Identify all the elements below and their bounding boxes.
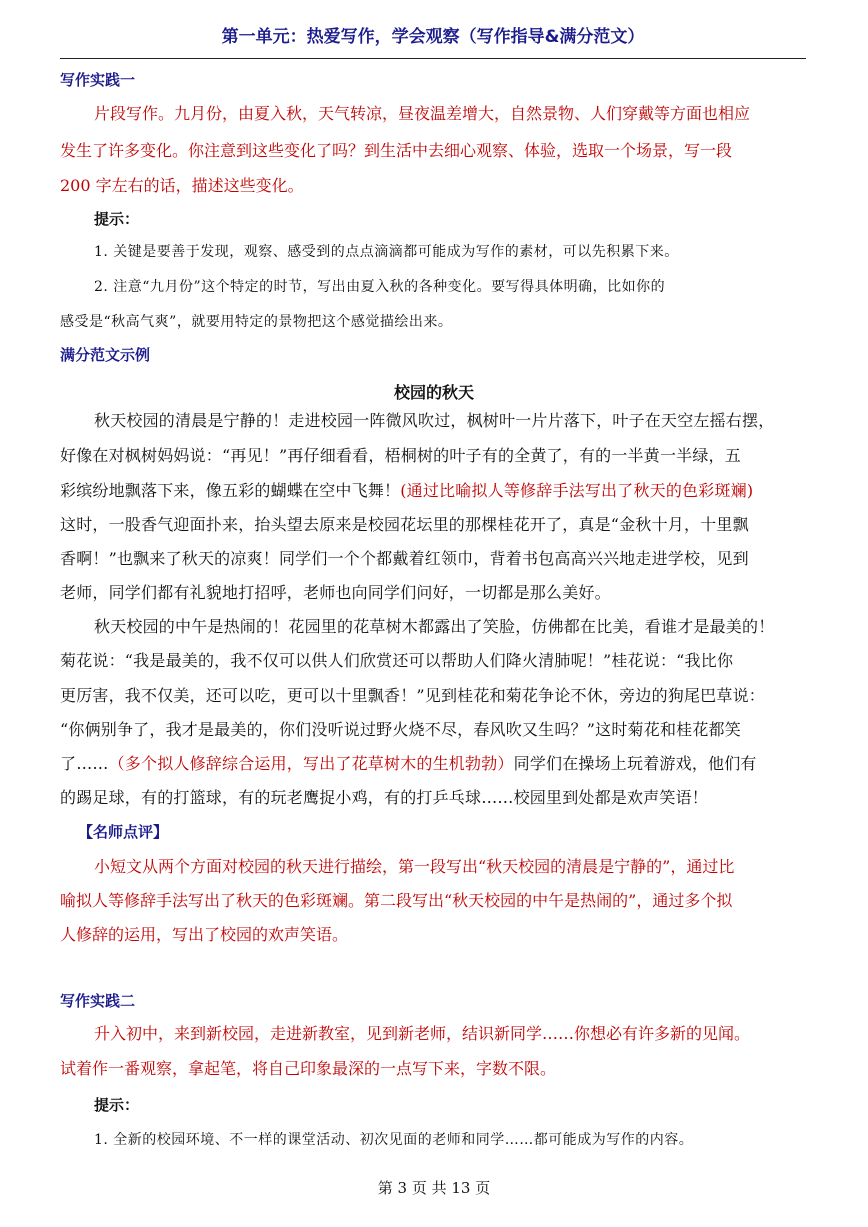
practice2-heading: 写作实践二 bbox=[60, 992, 136, 1010]
essay-line: 秋天校园的清晨是宁静的！走进校园一阵微风吹过，枫树叶一片片落下，叶子在天空左摇右摆， bbox=[94, 411, 775, 430]
practice1-tip: 2. 注意“九月份”这个特定的时节，写出由夏入秋的各种变化。要写得具体明确，比如你的 bbox=[94, 279, 666, 295]
practice1-tip: 1. 关键是要善于发现，观察、感受到的点点滴滴都可能成为写作的素材，可以先积累下来。 bbox=[94, 244, 679, 260]
review-line: 小短文从两个方面对校园的秋天进行描绘，第一段写出“秋天校园的清晨是宁静的”，通过比 bbox=[94, 857, 735, 876]
essay-annotation: （多个拟人修辞综合运用，写出了花草树木的生机勃勃） bbox=[108, 754, 514, 773]
essay-line: “你俩别争了，我才是最美的，你们没听说过野火烧不尽，春风吹又生吗？”这时菊花和桂花都笑 bbox=[60, 720, 741, 739]
review-line: 喻拟人等修辞手法写出了秋天的色彩斑斓。第二段写出“秋天校园的中午是热闹的”，通过多个拟 bbox=[60, 891, 733, 910]
practice1-prompt-line: 发生了许多变化。你注意到这些变化了吗？到生活中去细心观察、体验，选取一个场景，写一段 bbox=[60, 141, 733, 160]
teacher-review-label: 【名师点评】 bbox=[78, 823, 169, 841]
essay-annotation: (通过比喻拟人等修辞手法写出了秋天的色彩斑斓) bbox=[400, 481, 754, 500]
practice1-tip: 感受是“秋高气爽”，就要用特定的景物把这个感觉描绘出来。 bbox=[60, 314, 453, 330]
practice2-tip: 1. 全新的校园环境、不一样的课堂活动、初次见面的老师和同学……都可能成为写作的内容。 bbox=[94, 1132, 694, 1148]
essay-text: 彩缤纷地飘落下来，像五彩的蝴蝶在空中飞舞！ bbox=[60, 481, 401, 500]
practice2-prompt-line: 升入初中，来到新校园，走进新教室，见到新老师，结识新同学……你想必有许多新的见闻。 bbox=[94, 1024, 751, 1043]
practice2-prompt-line: 试着作一番观察，拿起笔，将自己印象最深的一点写下来，字数不限。 bbox=[60, 1059, 557, 1078]
review-line: 人修辞的运用，写出了校园的欢声笑语。 bbox=[60, 925, 349, 944]
essay-line: 秋天校园的中午是热闹的！花园里的花草树木都露出了笑脸，仿佛都在比美，看谁才是最美的！ bbox=[94, 617, 775, 636]
practice1-tips-label: 提示： bbox=[94, 210, 140, 228]
header-divider bbox=[60, 58, 806, 59]
essay-line: 这时，一股香气迎面扑来，抬头望去原来是校园花坛里的那棵桂花开了，真是“金秋十月，十里飘 bbox=[60, 515, 749, 534]
essay-text: 了…… bbox=[60, 754, 109, 773]
practice1-prompt-line: 200 字左右的话，描述这些变化。 bbox=[60, 176, 304, 195]
essay-line: 香啊！”也飘来了秋天的凉爽！同学们一个个都戴着红领巾，背着书包高高兴兴地走进学校，见到 bbox=[60, 549, 749, 568]
essay-title: 校园的秋天 bbox=[393, 383, 474, 402]
page-header-title: 第一单元：热爱写作，学会观察（写作指导&满分范文） bbox=[221, 27, 645, 47]
essay-line: 菊花说：“我是最美的，我不仅可以供人们欣赏还可以帮助人们降火清肺呢！”桂花说：“我比你 bbox=[60, 651, 734, 670]
page-number: 第 3 页 共 13 页 bbox=[377, 1179, 491, 1197]
essay-line: 的踢足球，有的打篮球，有的玩老鹰捉小鸡，有的打乒乓球……校园里到处都是欢声笑语！ bbox=[60, 788, 709, 807]
example-heading: 满分范文示例 bbox=[60, 346, 151, 364]
practice1-heading: 写作实践一 bbox=[60, 71, 136, 89]
essay-line bbox=[60, 481, 812, 501]
essay-text: 同学们在操场上玩着游戏，他们有 bbox=[513, 754, 757, 773]
essay-line: 好像在对枫树妈妈说：“再见！”再仔细看看，梧桐树的叶子有的全黄了，有的一半黄一半绿，五 bbox=[60, 446, 741, 465]
practice2-tips-label: 提示： bbox=[94, 1096, 140, 1114]
essay-line bbox=[60, 754, 812, 774]
practice1-prompt-line: 片段写作。九月份，由夏入秋，天气转凉，昼夜温差增大，自然景物、人们穿戴等方面也相应 bbox=[94, 104, 751, 123]
essay-line: 更厉害，我不仅美，还可以吃，更可以十里飘香！”见到桂花和菊花争论不休，旁边的狗尾巴草说： bbox=[60, 686, 765, 705]
essay-line: 老师，同学们都有礼貌地打招呼，老师也向同学们问好，一切都是那么美好。 bbox=[60, 583, 611, 602]
